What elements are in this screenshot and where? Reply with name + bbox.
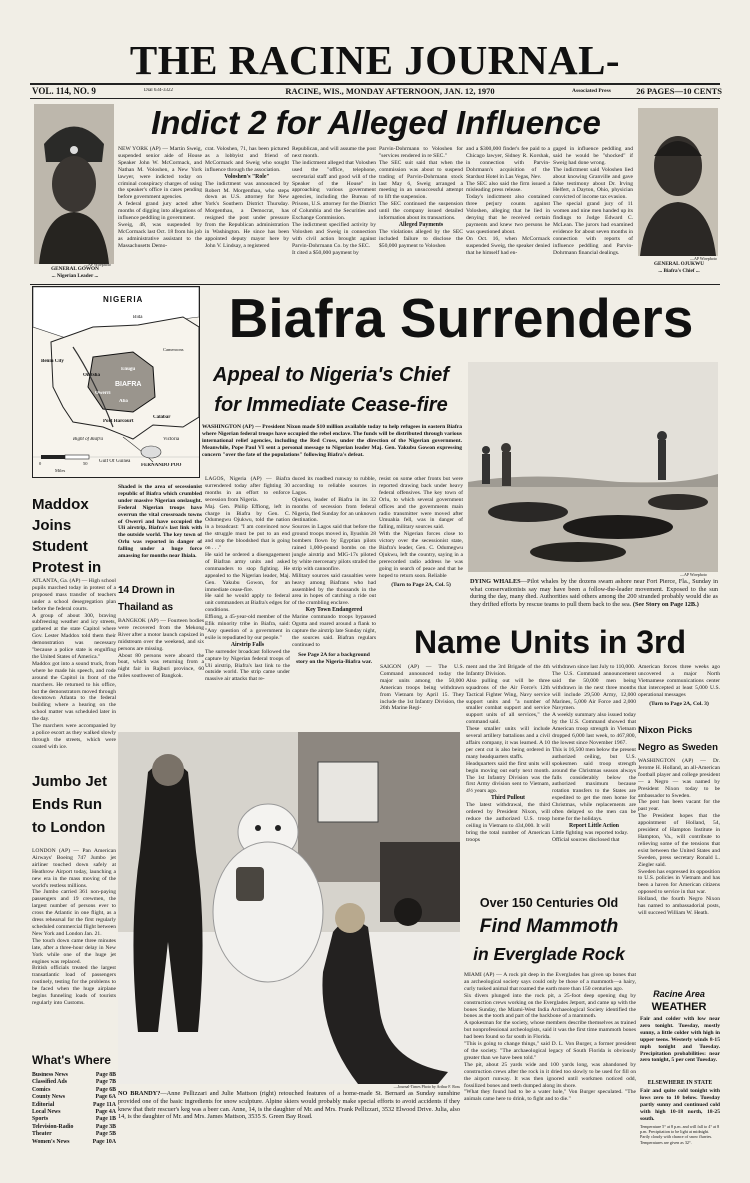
whales-caption <box>470 578 718 614</box>
mammoth-headline-1: Find Mammoth <box>479 915 619 937</box>
top-story-rule <box>30 284 720 285</box>
whats-where-list <box>32 1072 116 1152</box>
map-scale-50: 50 <box>83 461 88 466</box>
map-label: Port Harcourt <box>103 419 134 424</box>
index-page: Page 6A <box>95 1094 116 1101</box>
turn-page-note: (Turn to Page 2A, Col. 5) <box>391 581 451 588</box>
biafra-col-b <box>292 476 376 728</box>
map-label-biafra: BIAFRA <box>115 381 142 388</box>
index-label: Sports <box>32 1116 49 1123</box>
weather-title-1: Racine Area <box>653 989 705 999</box>
index-row <box>32 1087 116 1094</box>
ojukwu-portrait <box>638 108 718 256</box>
index-page: Page 8B <box>95 1072 116 1078</box>
map-label: Onitsha <box>83 373 100 378</box>
subhead: Airstrip Falls <box>230 641 265 648</box>
index-row <box>32 1109 116 1116</box>
text-block: Parvin-Dohrmann to Voloshen for "services rendered in re SEC." The SEC suit said that when the commission was about to suspend trading of Parvin-Dohrmann stock last May 6, Sweig arranged a meeting in an unsuccessful attempt to lift the suspension. The SEC continued the suspension until the company issued detailed information about its transactions. <box>379 146 463 222</box>
index-row <box>32 1139 116 1146</box>
map-label: Bight of Biafra <box>73 437 103 442</box>
text-block: resist on some other fronts but were reported drawing back under heavy federal offensives. The key town of Orlu, to which several government offices and the governments main radio transmitter were moved after Umuahia fell, was in danger of falling, military sources said. With the Nigerian forces close to victory over the secessionist state, Biafra's leader, Gen. C. Odumegwu Ojukwu, left the country, saying in a prerecorded radio address he was going in search of peace and that he hoped to return soon. Reliable <box>379 476 463 579</box>
weather-title-2: WEATHER <box>651 1001 707 1013</box>
masthead-title: THE RACINE JOURNAL- <box>129 38 621 82</box>
index-label: Comics <box>32 1086 51 1093</box>
thailand-headline: 14 Drown in Thailand as <box>118 585 175 613</box>
index-page: Page 3B <box>95 1123 116 1130</box>
text-block: The latest withdrawal, the third ordered by President Nixon, will reduce the authorized U.S. troop ceiling in Vietnam to 434,000. It will bring the total number of American troops <box>466 802 550 843</box>
index-page: Page 7B <box>95 1079 116 1086</box>
ojukwu-name: GENERAL OJUKWU <box>653 261 704 267</box>
top-story-col1: NEW YORK (AP) — Martin Sweig, suspended senior aide of House Speaker John W. McCormack, and Nathan M. Voloshen, a New York lawyer, were indicted today on criminal conspiracy charges of using the speaker's office in cases pending before government agencies. A federal grand jury acted after months of digging into allegations of influence peddling in government. Sweig, 48, was suspended by McCormack last Oct. 18 from his job as administrative assistant to the Massachusetts Demo- <box>118 146 202 249</box>
map-label: Owerri <box>95 391 111 396</box>
map-label-nigeria: NIGERIA <box>103 295 144 304</box>
text-block: American forces three weeks ago uncovered a major North Vietnamese communications center that intercepted at least 5,000 U.S. operational messages <box>638 664 720 698</box>
map-label: Benin City <box>41 359 64 364</box>
gowon-portrait <box>34 104 114 264</box>
top-headline: Indict 2 for Alleged Influence <box>151 104 601 141</box>
map-label: Bida <box>133 315 143 320</box>
biafra-col-c <box>379 476 463 614</box>
gowon-role: ... Nigerian Leader ... <box>51 273 99 279</box>
ojukwu-photo <box>638 108 718 256</box>
pullout-col3 <box>552 664 636 892</box>
maddox-headline: Maddox Joins Student Protest in <box>32 496 102 576</box>
whales-credit: —AP Wirephoto <box>680 572 707 577</box>
gowon-credit: —AP Wirephoto <box>84 262 111 267</box>
pullout-col1: SAIGON (AP) — The U.S. Command announced today the major units among the 50,000 American troops being withdrawn from Vietnam by April 15. They include the 1st Infantry Division, the 26th Marine Regi- <box>380 664 464 712</box>
mammoth-kicker: Over 150 Centuries Old <box>479 896 619 910</box>
top-story-col3: Republican, and will assume the post next month. The indictment alleged that Voloshen used the "office, telephone, secretarial staff and good will of the Speaker of the House" in approaching various government agencies, including the Bureau of Prisons, U.S. attorney for the District of Columbia and the Securities and Exchange Commission. The indictment specified activity by Voloshen and Sweig in connection with civil action brought against Parvin-Dohrmann Co. by the SEC. It cited a $50,000 payment by <box>292 146 376 256</box>
index-page: Page 10A <box>92 1138 116 1145</box>
index-label: Theater <box>32 1131 52 1138</box>
sweden-headline: Nixon Picks Negro as Sweden <box>638 725 718 753</box>
index-label: Classified Ads <box>32 1079 67 1086</box>
dateline: RACINE, WIS., MONDAY AFTERNOON, JAN. 12, 1970 <box>285 86 495 96</box>
index-row <box>32 1102 116 1109</box>
index-label: Local News <box>32 1109 61 1116</box>
text-block: duced its roadbed runway to rubble, according to reliable sources in Lagos. Ojukwu, leader of Biafra in its 32 months of secession from federal Nigeria, fled Sunday for an unknown destination. Sources in Lagos said that before the ground troops moved in, Ilyushin 28 bombers flown by Egyptian pilots rained 1,000-pound bombs on the jungle airstrip and MIG-17s piloted by white mercenary pilots strafed the strip with cannonfire. Military sources said casualties were heavy among Biafrans who had assembled by the thousands in the area in hopes of catching a ride out of the crumbling enclave. <box>292 476 376 607</box>
top-story-col6: gaged in influence peddling and said he would be "shocked" if Sweig had done wrong. The indictment said Voloshen lied about knowing Granville and gave false testimony about Dr. Irving Helfert, a Dayton, Ohio, physician convicted of income tax evasion. The special grand jury of 11 women and nine men handed up its findings to Judge Edward C. McLean. The jurors had examined evidence for about seven months in connection with reports of influence peddling and Parvin-Dohrmann financial dealings. <box>553 146 633 256</box>
text-block: LAGOS, Nigeria (AP) — Biafra surrendered today after fighting 30 months in an effort to enforce secession from Nigeria. Maj. Gen. Philip Effiong, left in charge in Biafra by Gen. C. Odumegwu Ojukwu, told the nation in a broadcast: "I am convinced now the struggle must be put to an end and stop the bloodshed that is going on . . ." He said he ordered a disengagement of Biafran army units and asked commanders to stop fighting. He appealed to the Nigerian leader, Maj. Gen. Yakubu Gowon, for an immediate cease-fire. He said he would apply to federal unit commanders at Biafra's edges for conditions. Effiong, a 45-year-old member of the Efik minority tribe in Biafra, said: "Any question of a government in exile is repudiated by our people." <box>205 476 290 641</box>
index-label: Editorial <box>32 1101 55 1108</box>
background-note: See Page 2A for a background story on the Nigeria-Biafra war. <box>295 651 373 665</box>
biafra-col-a <box>205 476 290 728</box>
text-block: The indictment was announced by Robert M. Morgenthau, who steps down as U.S. attorney for New York's Southern District Thursday. Morgenthau, a Democrat, has resigned the post under pressure from the Republican administration in Washington. He since has been appointed deputy mayor here by John V. Lindsay, a registered <box>205 180 289 249</box>
index-label: Business News <box>32 1072 68 1078</box>
subhead: Key Town Endangered <box>305 607 363 614</box>
associated-press: Associated Press <box>572 88 611 94</box>
gowon-name: GENERAL GOWON <box>51 266 99 272</box>
text-block: crat. Voloshen, 71, has been pictured as a lobbyist and friend of McCormack and Sweig who sought influence through the association. <box>205 146 289 173</box>
masthead-rule-bottom <box>30 98 720 99</box>
ojukwu-role: ... Biafra's Chief ... <box>658 268 700 274</box>
map-label: Cameroons <box>163 347 184 352</box>
whats-where-title: What's Where <box>32 1053 111 1067</box>
mammoth-headline-2: in Everglade Rock <box>473 944 625 964</box>
sweden-text: WASHINGTON (AP) — Dr. Jerome H. Holland, an all-American football player and college president — a Negro — was named by President Nixon today to be ambassador to Sweden. The post has been vacant for the past year. The President hopes that the appointment of Holland, 54, president of Hampton Institute in Hampton, Va., will contribute to relieving some of the tensions that exist between the United States and Sweden, press secretary Ronald L. Ziegler said. Sweden has expressed its opposition to U.S. policies in Vietnam and has been a haven for American citizens opposed to service in that war. Holland, the fourth Negro Nixon has named to ambassadorial posts, will succeed William W. Heath. <box>638 758 720 916</box>
turn-page-note: (Turn to Page 2A, Col. 3) <box>649 700 709 707</box>
weather-text-2: Fair and quite cold tonight with lows zero to 10 below. Tuesday partly sunny and continued cold with high 10-18 north, 18-25 south. <box>640 1088 720 1120</box>
index-row <box>32 1131 116 1138</box>
index-label: Women's News <box>32 1138 70 1145</box>
text-block: withdrawn since last July to 110,000. The U.S. Command announcement said the 50,000 men being withdrawn in the next three months will include 29,500 Army, 12,000 Marines, 5,000 Air Force and 2,000 Navymen. A weekly summary also issued today by the U.S. Command showed that American troop strength in Vietnam dropped 6,000 last week, to 467,800, the lowest since November 1967. This is 16,500 men below the present authorized ceiling, but U.S. spokesmen said troop strength around the Christmas season always falls considerably below the authorized maximum because rotation transfers to the States are expedited to get the men home for Christmas, while replacements are often delayed so the men can be home for the holidays. <box>552 664 636 822</box>
index-row <box>32 1116 116 1123</box>
thailand-text: BANGKOK (AP) — Fourteen bodies were recovered from the Mekong River after a motor launch capsized in midstream over the weekend, and six persons are missing. About 80 persons were aboard the boat, which was returning from a night fair in Rajburi province, 60 miles southwest of Bangkok. <box>118 618 204 680</box>
snow-photo <box>118 732 460 1084</box>
map-label: Aba <box>119 399 128 404</box>
masthead-rule-top <box>30 83 720 85</box>
subhead: Alleged Payments <box>398 221 444 228</box>
map-scale-unit: Miles <box>55 468 66 473</box>
index-page: Page 6B <box>95 1086 116 1093</box>
weather-fineprint: Temperature 5° at 8 p.m. and will fall to 4° at 8 p.m. Precipitation to be light at midnight. Partly cloudy with chance of snow flurries. Temperatures are given as 32°. <box>640 1124 720 1145</box>
index-row <box>32 1094 116 1101</box>
map-label: Gulf Of Guinea <box>99 459 131 464</box>
snow-caption <box>118 1090 460 1134</box>
pullout-col4 <box>638 664 720 720</box>
top-story-col2 <box>205 146 289 284</box>
top-story-col5: and a $300,000 finder's fee paid to a Chicago lawyer, Sidney R. Korshak, in connection with Parvin-Dohrmann's acquisition of the Stardust Hotel in Las Vegas, Nev. The SEC also said the firm issued a misleading press release. Today's indictment also contained three perjury counts against Voloshen, alleging that he lied in denying that he received certain payments and knew two persons he was questioned about. On Oct. 16, when McCormack suspended Sweig, the speaker denied that he himself had en- <box>466 146 550 256</box>
weather-text: Fair and colder with low near zero tonight. Tuesday, mostly sunny, a little colder with high in upper teens. Westerly winds 8-15 mph tonight and Tuesday. Precipitation probabilities: near zero tonight, 5 per cent Tuesday. <box>640 1016 720 1064</box>
index-page: Page 1B <box>95 1116 116 1123</box>
map-label: FERNANDO POO <box>141 463 182 468</box>
top-story-col4 <box>379 146 463 284</box>
whales-caption-label: DYING WHALES <box>470 578 521 585</box>
whales-caption-text: —Pilot whales by the dozens swam ashore near Fort Pierce, Fla., Sunday in what conservationists say may have been a follow-the-leader movement. Exposed to the sun during the day, many died. Authorities said others among the 200 stranded probably would die as they drifted efforts by rescue teams to pull them back to the sea. <box>470 578 718 608</box>
jet-text: LONDON (AP) — Pan American Airways' Boeing 747 Jumbo jet airliner touched down safely at Heathrow Airport today, launching a new era in the mass moving of the world's restless millions. The Jumbo carried 361 non-paying passengers and 19 crewmen, the largest number of persons ever to cross the Atlantic in one flight, as a dress rehearsal for the first regularly scheduled commercial flight between New York and London Jan. 21. The touch down came three minutes late, after a three-hour delay in New York while one of the huge jet engines was replaced. British officials treated the largest transatlantic load of passengers routinely, testing for the problems to be faced when the huge airplane begins funneling loads of tourists regularly into Customs. <box>32 848 116 1006</box>
index-page: Page 11A <box>92 1101 116 1108</box>
whales-image <box>468 362 718 572</box>
pullout-headline: Name Units in 3rd <box>413 624 687 660</box>
index-row <box>32 1079 116 1086</box>
ojukwu-credit: —AP Wirephoto <box>690 256 717 261</box>
index-page: Page 4A <box>95 1109 116 1116</box>
snow-caption-text: —Anne Pellizzari and Julie Mattson (right) retouched features of a home-made St. Bernard as Sunday sunshine provided one of the basic ingredients for snow sculpture. Alpine skiers would probably make special efforts to avoid accidents if they knew that their rescuer's keg was a beer can. Anne, 14, is the daughter of Mr. and Mrs. Frank Pellizzari, 3532 Elwood Drive. Julia, also 14, is the daughter of Mr. and Mrs. James Mattson, 3535 S. Green Bay Road. <box>118 1090 460 1121</box>
snow-caption-lead: NO BRANDY? <box>118 1090 161 1097</box>
index-row <box>32 1124 116 1131</box>
text-block: The surrender broadcast followed the capture by Nigerian federal troops of Uli airstrip, Biafra's last link to the outside world. The strip came under massive air attacks that re- <box>205 648 290 683</box>
snow-image <box>118 732 460 1084</box>
subhead: Report Little Action <box>569 822 619 829</box>
snow-photo-credit: —Journal-Times Photo by Arthur F. Ross <box>393 1084 460 1089</box>
map-label: Calabar <box>153 415 171 420</box>
whales-photo <box>468 362 718 572</box>
text-block: Little fighting was reported today. Official sources disclosed that <box>552 829 629 843</box>
text-block: Marine commando troops bypassed Ogutta and roared around a flank to capture the airstrip late Sunday night, the sources said. Biafran regulars continued to <box>292 614 376 648</box>
subhead: Third Pullout <box>491 795 525 802</box>
phone-number: Dial 634-3322 <box>144 88 174 93</box>
pullout-col2 <box>466 664 550 892</box>
index-row <box>32 1072 116 1079</box>
biafra-subhead-2: for Immediate Cease-fire <box>214 394 448 416</box>
biafra-map-caption: Shaded is the area of secessionist republic of Biafra which crumbled under massive Nigerian onslaught. Federal Nigerian troops have overrun the vital crossroads towns of Owerri and have occupied the Uli airstrip, Biafra's last link with the outside world. The key town of Orlu was reported in danger of falling under a huge force amassing for months near Ihiala. <box>118 484 202 560</box>
text-block: The violations alleged by the SEC included failure to disclose the $50,000 payment to Voloshen <box>379 228 463 249</box>
weather-subhead: ELSEWHERE IN STATE <box>647 1080 713 1086</box>
map-label: Victoria <box>163 437 180 442</box>
biafra-headline: Biafra Surrenders <box>228 287 694 349</box>
map-label: Enugu <box>121 367 136 372</box>
gowon-photo <box>34 104 114 264</box>
index-list <box>32 1072 116 1146</box>
jet-headline: Jumbo Jet Ends Run to London <box>32 773 108 836</box>
index-label: County News <box>32 1094 66 1101</box>
page-price: 26 PAGES—10 CENTS <box>636 86 722 96</box>
biafra-subhead-1: Appeal to Nigeria's Chief <box>213 364 449 386</box>
maddox-text: ATLANTA, Ga. (AP) — High school pupils marched today in protest of a proposed mass transfer of teachers under a school desegregation plan before the federal courts. A group of about 300, braving subfreezing weather and icy streets, gathered at the state Capitol where Gov. Lester Maddox told them their demonstration was necessary "because a police state is engulfing the United States of America." Maddox got into a sound truck, from where he made his speech, and rode around the Capitol in front of the marchers. He returned to his office, but the demonstrators moved through downtown Atlanta to the federal building where a hearing on the school matter was scheduled later in the day. The marchers were accompanied by a police escort as they walked slowly through the streets, which were coated with ice. <box>32 578 116 750</box>
text-block: ment and the 3rd Brigade of the 4th Infantry Division. Also pulling out will be three squadrons of the Air Force's 12th Tactical Fighter Wing, Navy service support units and "a number of smaller combat support and service support units of all services," the command said. These smaller units will include several artillery battalions and a civil affairs company, it was learned. A 10 per cent cut is also being ordered in many headquarters staffs. Headquarters said the first units will begin moving out early next month. The 1st Infantry Division was the first Army division sent to Vietnam, 4½ years ago. <box>466 664 550 795</box>
biafra-map <box>32 286 200 478</box>
mammoth-text: MIAMI (AP) — A rock pit deep in the Everglades has given up bones that an archeological society says could only be those of a mammoth—a hairy, curly tusked animal that roamed the earth more than 150 centuries ago. Six divers plunged into the rock pit, a 25-foot deep opening dug by construction crews working on the Everglades Jetport, and came up with the bones Sunday, the Miami-West India Archaeological Society identified the bones as the tooth and part of the backbone of a mammoth. A spokesman for the society, whose members describe themselves as trained but nonprofessional archeologists, said it was the first time mammoth bones had been found so far south in Florida. "This is going to change things," said D. L. Von Burger, a former president of the society. "The archaeological legacy of South Florida is obviously greater than we have been told." The pit, about 25 yards wide and 100 yards long, was abandoned by construction crews after the rock in it dried too slowly to be used for fill on the airport runway. It was then ignored until workmen noticed odd, fossilized bones and teeth dumped along its shore. "What they found had to be a water hole," Von Burger speculated. "The animals came here to drink, to fight and to die." <box>464 972 636 1103</box>
biafra-lead: WASHINGTON (AP) — President Nixon made $10 million available today to help refugees in eastern Biafra where Nigerian federal troops have occupied the rebel enclave. The funds will be distributed through various international relief agencies, including the Red Cross, under the direction of the Nigerian government. Meanwhile, Pope Paul VI sent a personal message to Nigerian leader Maj. Gen. Yakubu Gowon expressing concern "over the fate of the populations" following Biafra's defeat. <box>202 424 462 458</box>
map-scale-0: 0 <box>39 461 42 466</box>
subhead: Voloshen's "Role" <box>224 173 270 180</box>
volume-number: VOL. 114, NO. 9 <box>32 86 96 96</box>
whales-see-story: (See Story on Page 12B.) <box>632 600 699 608</box>
index-page: Page 5B <box>95 1131 116 1138</box>
index-label: Television-Radio <box>32 1123 74 1130</box>
